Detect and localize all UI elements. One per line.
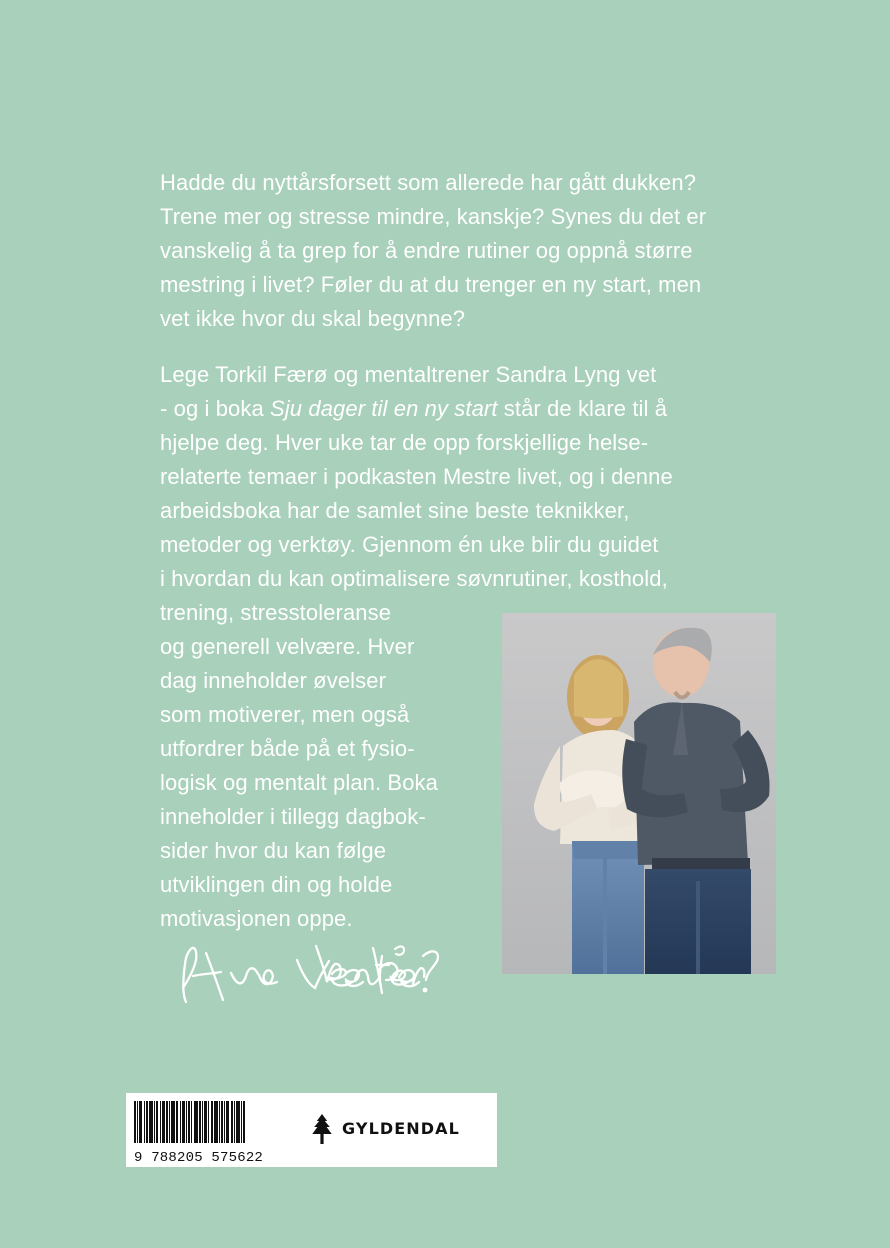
description-line: dag inneholder øvelser (160, 668, 387, 693)
description-line: metoder og verktøy. Gjennom én uke blir du guidet (160, 532, 659, 557)
intro-line: Trene mer og stresse mindre, kanskje? Synes du det er (160, 204, 707, 229)
barcode-bar (166, 1101, 168, 1143)
description-line-with-title (160, 392, 800, 426)
barcode-bar (219, 1101, 220, 1143)
barcode-bar (221, 1101, 223, 1143)
barcode-bar (162, 1101, 165, 1143)
barcode-bar (211, 1101, 213, 1143)
tree-icon (310, 1113, 334, 1145)
barcode-bar (194, 1101, 198, 1143)
barcode-bar (186, 1101, 187, 1143)
barcode-bar (241, 1101, 242, 1143)
description-line: og generell velvære. Hver (160, 634, 415, 659)
barcode-bar (171, 1101, 175, 1143)
intro-line: vanskelig å ta grep for å endre rutiner og oppnå større (160, 238, 693, 263)
description-line: Lege Torkil Færø og mentaltrener Sandra Lyng vet (160, 362, 657, 387)
description-line: arbeidsboka har de samlet sine beste teknikker, (160, 498, 630, 523)
barcode-bar (180, 1101, 181, 1143)
barcode-bars (134, 1101, 289, 1143)
barcode-bar (139, 1101, 142, 1143)
barcode-bar (236, 1101, 240, 1143)
barcode-bar (214, 1101, 218, 1143)
publisher-name: GYLDENDAL (342, 1119, 460, 1138)
barcode-bar (188, 1101, 190, 1143)
barcode-bar (224, 1101, 225, 1143)
description-line: relaterte temaer i podkasten Mestre livet, og i denne (160, 464, 673, 489)
intro-paragraph (160, 166, 800, 336)
description-line: som motiverer, men også (160, 702, 410, 727)
intro-line: mestring i livet? Føler du at du trenger en ny start, men (160, 272, 702, 297)
description-line: sider hvor du kan følge (160, 838, 387, 863)
barcode-panel (126, 1093, 497, 1167)
barcode-bar (234, 1101, 235, 1143)
barcode-bar (226, 1101, 229, 1143)
description-line-suffix: står de klare til å (497, 396, 668, 421)
isbn-barcode (134, 1101, 289, 1166)
barcode-bar (208, 1101, 209, 1143)
barcode-bar (146, 1101, 148, 1143)
barcode-bar (176, 1101, 178, 1143)
barcode-bar (231, 1101, 233, 1143)
description-line: motivasjonen oppe. (160, 906, 353, 931)
authors-photo (502, 613, 776, 974)
isbn-number: 9 788205 575622 (134, 1150, 264, 1166)
barcode-bar (156, 1101, 158, 1143)
barcode-bar (154, 1101, 155, 1143)
description-line: inneholder i tillegg dagbok- (160, 804, 426, 829)
description-line: trening, stresstoleranse (160, 600, 392, 625)
barcode-bar (202, 1101, 203, 1143)
barcode-bar (243, 1101, 245, 1143)
barcode-bar (160, 1101, 161, 1143)
barcode-bar (182, 1101, 185, 1143)
barcode-bar (169, 1101, 170, 1143)
description-line: utfordrer både på et fysio- (160, 736, 415, 761)
barcode-bar (144, 1101, 145, 1143)
barcode-bar (191, 1101, 192, 1143)
barcode-bar (134, 1101, 136, 1143)
publisher-logo (310, 1112, 460, 1146)
handwritten-tagline (175, 930, 445, 1012)
description-line: utviklingen din og holde (160, 872, 393, 897)
intro-line: vet ikke hvor du skal begynne? (160, 306, 466, 331)
barcode-bar (204, 1101, 207, 1143)
barcode-bar (137, 1101, 138, 1143)
barcode-bar (199, 1101, 201, 1143)
description-line-prefix: - og i boka (160, 396, 271, 421)
barcode-bar (149, 1101, 153, 1143)
description-line: hjelpe deg. Hver uke tar de opp forskjellige helse- (160, 430, 649, 455)
description-line: i hvordan du kan optimalisere søvnrutiner, kosthold, (160, 566, 668, 591)
intro-line: Hadde du nyttårsforsett som allerede har gått dukken? (160, 170, 697, 195)
book-title: Sju dager til en ny start (270, 396, 498, 421)
description-line: logisk og mentalt plan. Boka (160, 770, 438, 795)
